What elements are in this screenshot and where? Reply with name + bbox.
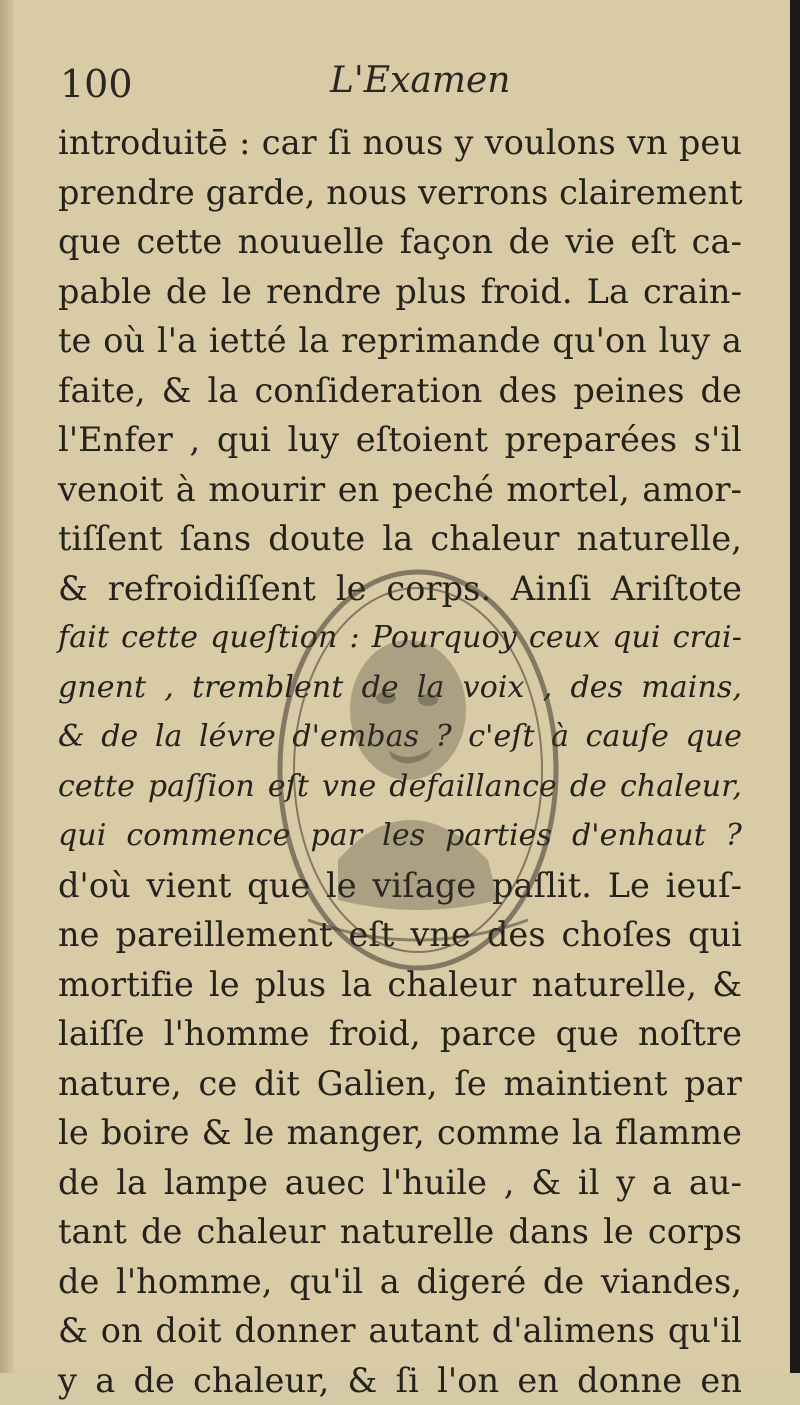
text-line: faite, & la conſideration des peines de xyxy=(58,366,742,416)
text-line: introduitē : car ſi nous y voulons vn peu xyxy=(58,118,742,168)
text-line: nature, ce dit Galien, ſe maintient par xyxy=(58,1059,742,1109)
body-text xyxy=(58,118,742,1405)
text-line: de la lampe auec l'huile , & il y a au- xyxy=(58,1158,742,1208)
quote-line: gnent , tremblent de la voix , des mains, xyxy=(58,663,742,713)
quote-line: fait cette queſtion : Pourquoy ceux qui crai- xyxy=(58,613,742,663)
quote-line: qui commence par les parties d'enhaut ? xyxy=(58,811,742,861)
text-line: que cette nouuelle façon de vie eſt ca- xyxy=(58,217,742,267)
text-line: tant de chaleur naturelle dans le corps xyxy=(58,1207,742,1257)
text-line: & on doit donner autant d'alimens qu'il xyxy=(58,1306,742,1356)
text-line: tiſſent ſans doute la chaleur naturelle, xyxy=(58,514,742,564)
text-line: te où l'a ietté la reprimande qu'on luy a xyxy=(58,316,742,366)
text-line: venoit à mourir en peché mortel, amor- xyxy=(58,465,742,515)
quote-line: & de la lévre d'embas ? c'eſt à cauſe que xyxy=(58,712,742,762)
text-line: de l'homme, qu'il a digeré de viandes, xyxy=(58,1257,742,1307)
text-line: laiſſe l'homme froid, parce que noſtre xyxy=(58,1009,742,1059)
text-line: pable de le rendre plus froid. La crain- xyxy=(58,267,742,317)
page-number: 100 xyxy=(60,62,133,106)
running-title: L'Examen xyxy=(330,60,510,101)
text-line: ne pareillement eſt vne des choſes qui xyxy=(58,910,742,960)
text-line: l'Enfer , qui luy eſtoient preparées s'il xyxy=(58,415,742,465)
text-line: & refroidiſſent le corps. Ainſi Ariſtote xyxy=(58,564,742,614)
text-line: prendre garde, nous verrons clairement xyxy=(58,168,742,218)
page-header xyxy=(60,62,740,112)
text-line: le boire & le manger, comme la flamme xyxy=(58,1108,742,1158)
text-line: mortifie le plus la chaleur naturelle, & xyxy=(58,960,742,1010)
quote-line: cette paſſion eſt vne defaillance de chaleur, xyxy=(58,762,742,812)
text-line: d'où vient que le viſage paſlit. Le ieuſ- xyxy=(58,861,742,911)
text-line: y a de chaleur, & ſi l'on en donne en xyxy=(58,1356,742,1405)
